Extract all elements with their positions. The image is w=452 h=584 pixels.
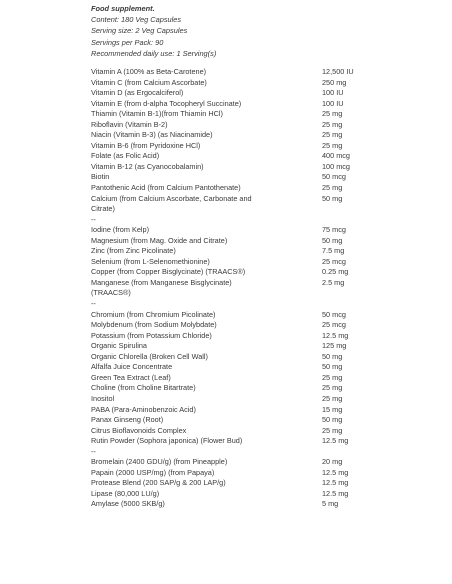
nutrient-row — [91, 246, 441, 257]
nutrient-row — [91, 99, 441, 110]
nutrient-name: Biotin — [91, 172, 110, 182]
nutrient-row — [91, 352, 441, 363]
nutrient-amount: 12,500 IU — [322, 67, 354, 76]
nutrient-row — [91, 141, 441, 152]
nutrient-name: Vitamin E (from d-alpha Tocopheryl Succinate) — [91, 98, 242, 108]
nutrient-row — [91, 130, 441, 141]
nutrient-name: Protease Blend (200 SAP/g & 200 LAP/g) — [91, 478, 226, 488]
nutrient-name: Organic Spirulina — [91, 341, 147, 351]
nutrient-row — [91, 172, 441, 183]
nutrient-row — [91, 394, 441, 405]
nutrient-row — [91, 499, 441, 510]
nutrient-row — [91, 162, 441, 173]
group-separator: -- — [91, 446, 96, 456]
nutrient-row — [91, 78, 441, 89]
nutrient-row — [91, 373, 441, 384]
nutrient-amount: 12.5 mg — [322, 488, 349, 498]
nutrient-name: Molybdenum (from Sodium Molybdate) — [91, 320, 217, 330]
nutrient-name: Copper (from Copper Bisglycinate) (TRAACS®) — [91, 267, 246, 277]
nutrient-amount: 100 IU — [322, 88, 344, 98]
nutrient-amount: 25 mg — [322, 372, 343, 382]
nutrient-amount: 15 mg — [322, 404, 343, 414]
nutrient-amount: 100 mcg — [322, 161, 350, 171]
nutrient-row — [91, 267, 441, 278]
nutrient-amount: 25 mg — [322, 383, 343, 393]
product-title: Food supplement. — [91, 4, 155, 13]
nutrient-row — [91, 109, 441, 120]
nutrient-name: Panax Ginseng (Root) — [91, 415, 164, 425]
nutrient-amount: 12.5 mg — [322, 330, 349, 340]
nutrient-row — [91, 331, 441, 342]
nutrient-name: Iodine (from Kelp) — [91, 225, 149, 235]
nutrient-row — [91, 383, 441, 394]
nutrient-amount: 7.5 mg — [322, 246, 345, 256]
nutrient-name: Vitamin C (from Calcium Ascorbate) — [91, 77, 207, 87]
nutrient-name: Vitamin B-6 (from Pyridoxine HCl) — [91, 140, 201, 150]
nutrient-row — [91, 278, 441, 299]
nutrient-name: Selenium (from L-Selenomethionine) — [91, 256, 210, 266]
nutrient-amount: 12.5 mg — [322, 467, 349, 477]
nutrient-amount: 125 mg — [322, 341, 347, 351]
nutrient-row — [91, 489, 441, 500]
nutrient-amount: 25 mg — [322, 109, 343, 119]
nutrient-name: Potassium (from Potassium Chloride) — [91, 330, 212, 340]
nutrient-amount: 25 mg — [322, 140, 343, 150]
recommended-use-line: Recommended daily use: 1 Serving(s) — [91, 48, 217, 58]
nutrient-amount: 50 mg — [322, 351, 343, 361]
nutrient-row — [91, 415, 441, 426]
nutrient-name: Niacin (Vitamin B-3) (as Niacinamide) — [91, 130, 213, 140]
nutrient-row — [91, 120, 441, 131]
group-separator: -- — [91, 299, 96, 309]
nutrient-amount: 25 mg — [322, 130, 343, 140]
nutrient-name: Zinc (from Zinc Picolinate) — [91, 246, 176, 256]
nutrient-name: Thiamin (Vitamin B-1)(from Thiamin HCl) — [91, 109, 223, 119]
nutrient-amount: 25 mg — [322, 393, 343, 403]
group-separator: -- — [91, 214, 96, 224]
nutrient-row — [91, 194, 441, 215]
nutrient-row — [91, 426, 441, 437]
nutrient-name: Citrus Bioflavonoids Complex — [91, 425, 187, 435]
nutrient-row — [91, 457, 441, 468]
nutrient-row — [91, 67, 441, 78]
nutrient-amount: 50 mcg — [322, 309, 346, 319]
nutrient-amount: 50 mg — [322, 415, 343, 425]
nutrient-amount: 20 mg — [322, 457, 343, 467]
nutrient-name: Vitamin B-12 (as Cyanocobalamin) — [91, 161, 204, 171]
nutrient-row — [91, 436, 441, 447]
nutrient-name: Alfalfa Juice Concentrate — [91, 362, 173, 372]
nutrient-name: Riboflavin (Vitamin B-2) — [91, 119, 168, 129]
nutrient-row — [91, 151, 441, 162]
nutrient-row — [91, 362, 441, 373]
nutrient-name: Papain (2000 USP/mg) (from Papaya) — [91, 467, 215, 477]
nutrient-amount: 12.5 mg — [322, 436, 349, 446]
nutrient-amount: 400 mcg — [322, 151, 350, 161]
nutrient-amount: 25 mcg — [322, 320, 346, 330]
nutrient-amount: 25 mg — [322, 425, 343, 435]
nutrient-table — [91, 67, 441, 510]
nutrient-name: PABA (Para-Aminobenzoic Acid) — [91, 404, 196, 414]
nutrient-name: Lipase (80,000 LU/g) — [91, 488, 160, 498]
nutrient-name: Vitamin A (100% as Beta-Carotene) — [91, 67, 207, 76]
nutrient-name: Chromium (from Chromium Picolinate) — [91, 309, 216, 319]
nutrient-row — [91, 320, 441, 331]
nutrient-amount: 25 mg — [322, 119, 343, 129]
nutrient-row — [91, 405, 441, 416]
nutrient-amount: 250 mg — [322, 77, 347, 87]
nutrient-row — [91, 183, 441, 194]
nutrient-amount: 100 IU — [322, 98, 344, 108]
nutrient-name: Green Tea Extract (Leaf) — [91, 372, 171, 382]
nutrient-name: Pantothenic Acid (from Calcium Pantothenate) — [91, 183, 241, 193]
nutrient-amount: 50 mg — [322, 362, 343, 372]
product-info — [91, 3, 431, 59]
nutrient-name: Organic Chlorella (Broken Cell Wall) — [91, 351, 208, 361]
nutrient-amount: 25 mcg — [322, 256, 346, 266]
nutrient-name: Calcium (from Calcium Ascorbate, Carbonate and Citrate) — [91, 193, 252, 214]
nutrient-row — [91, 257, 441, 268]
nutrient-amount: 50 mcg — [322, 172, 346, 182]
nutrient-row — [91, 310, 441, 321]
nutrient-row — [91, 236, 441, 247]
nutrient-row — [91, 468, 441, 479]
nutrient-amount: 5 mg — [322, 499, 339, 509]
nutrient-row — [91, 341, 441, 352]
nutrient-name: Bromelain (2400 GDU/g) (from Pineapple) — [91, 457, 228, 467]
nutrient-amount: 12.5 mg — [322, 478, 349, 488]
nutrient-amount: 50 mg — [322, 235, 343, 245]
nutrient-row — [91, 88, 441, 99]
nutrient-amount: 0.25 mg — [322, 267, 349, 277]
nutrient-row — [91, 225, 441, 236]
nutrient-row — [91, 478, 441, 489]
nutrient-name: Choline (from Choline Bitartrate) — [91, 383, 196, 393]
nutrient-amount: 2.5 mg — [322, 277, 345, 287]
servings-per-pack-line: Servings per Pack: 90 — [91, 37, 164, 47]
serving-size-line: Serving size: 2 Veg Capsules — [91, 26, 188, 36]
nutrient-name: Amylase (5000 SKB/g) — [91, 499, 165, 509]
nutrient-amount: 25 mg — [322, 183, 343, 193]
nutrient-name: Manganese (from Manganese Bisglycinate) (TRAACS®) — [91, 277, 232, 298]
nutrient-name: Inositol — [91, 393, 115, 403]
nutrient-name: Rutin Powder (Sophora japonica) (Flower Bud) — [91, 436, 243, 446]
nutrient-name: Folate (as Folic Acid) — [91, 151, 160, 161]
nutrient-amount: 75 mcg — [322, 225, 346, 235]
content-line: Content: 180 Veg Capsules — [91, 15, 182, 25]
nutrient-name: Magnesium (from Mag. Oxide and Citrate) — [91, 235, 228, 245]
nutrient-name: Vitamin D (as Ergocalciferol) — [91, 88, 184, 98]
nutrient-amount: 50 mg — [322, 193, 343, 203]
